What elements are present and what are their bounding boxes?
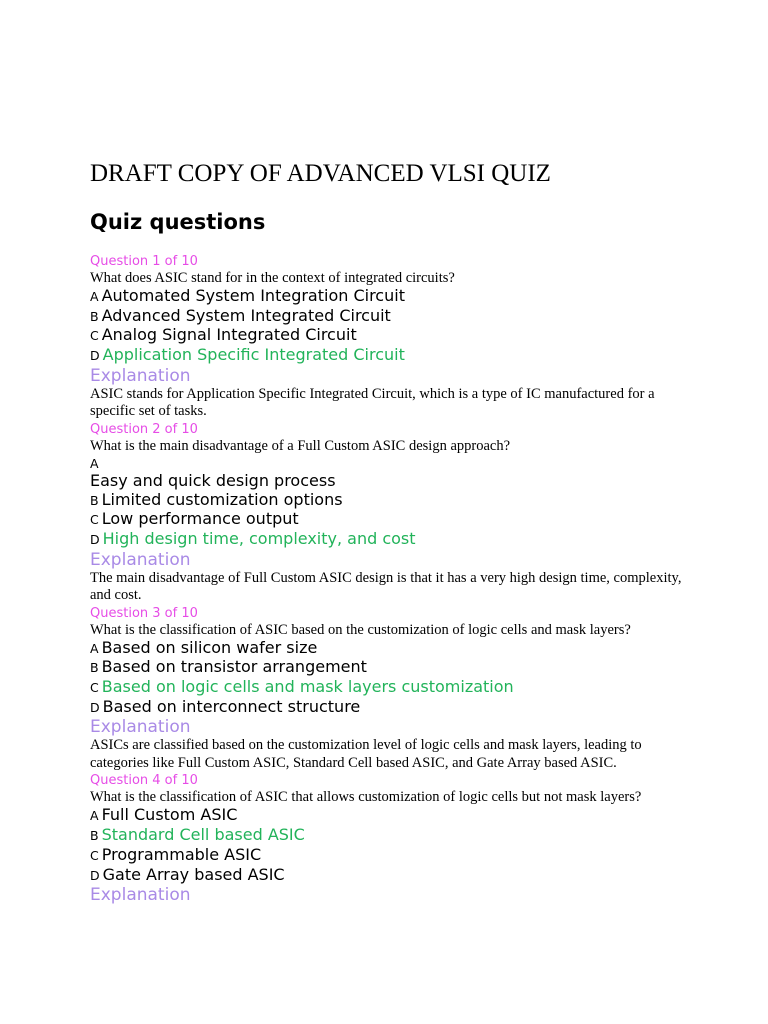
answer-option[interactable] — [90, 698, 690, 718]
option-text: Limited customization options — [101, 489, 343, 509]
question-block — [90, 253, 690, 421]
answer-option[interactable] — [90, 658, 690, 678]
answer-option[interactable] — [90, 639, 690, 659]
correct-answer-option[interactable] — [90, 530, 690, 550]
option-letter: B — [90, 828, 99, 844]
section-heading: Quiz questions — [90, 210, 266, 234]
answer-option[interactable] — [90, 491, 690, 511]
option-text: Full Custom ASIC — [101, 805, 238, 825]
option-letter: C — [90, 328, 99, 344]
option-letter: D — [90, 699, 100, 715]
question-number: Question 3 of 10 — [90, 605, 198, 621]
quiz-body — [90, 253, 690, 905]
answer-option[interactable] — [90, 307, 690, 327]
option-text: Advanced System Integrated Circuit — [101, 305, 391, 325]
option-letter: D — [90, 348, 100, 364]
correct-answer-option[interactable] — [90, 826, 690, 846]
question-text: What is the classification of ASIC based on the customization of logic cells and mask layers? — [90, 621, 631, 638]
question-text: What is the main disadvantage of a Full Custom ASIC design approach? — [90, 437, 511, 454]
option-text: Programmable ASIC — [101, 844, 262, 864]
explanation-label[interactable]: Explanation — [90, 717, 191, 738]
option-text: Gate Array based ASIC — [102, 864, 285, 884]
option-text: Automated System Integration Circuit — [101, 286, 405, 305]
question-text: What does ASIC stand for in the context of integrated circuits? — [90, 270, 455, 286]
option-letter: B — [90, 308, 99, 324]
option-letter: A — [90, 640, 99, 656]
option-text: Low performance output — [101, 509, 299, 529]
answer-option[interactable] — [90, 866, 690, 886]
answer-option[interactable] — [90, 287, 690, 307]
explanation-label[interactable]: Explanation — [90, 549, 191, 570]
option-text: Standard Cell based ASIC — [101, 825, 305, 845]
option-letter: A — [90, 455, 99, 471]
option-text: Based on logic cells and mask layers customization — [101, 677, 514, 697]
option-text: High design time, complexity, and cost — [102, 528, 416, 548]
answer-option[interactable] — [90, 455, 690, 491]
option-letter: B — [90, 492, 99, 508]
option-letter: D — [90, 867, 100, 883]
answer-option[interactable] — [90, 806, 690, 826]
answer-option[interactable] — [90, 846, 690, 866]
explanation-label[interactable]: Explanation — [90, 365, 191, 386]
option-letter: C — [90, 512, 99, 528]
option-text: Application Specific Integrated Circuit — [102, 345, 405, 365]
option-text: Based on silicon wafer size — [101, 637, 318, 657]
question-block — [90, 421, 690, 605]
option-text: Analog Signal Integrated Circuit — [101, 325, 357, 345]
explanation-text: ASIC stands for Application Specific Integrated Circuit, which is a type of IC manufactured for a specific set of tasks. — [90, 385, 655, 420]
option-letter: A — [90, 289, 99, 304]
question-text: What is the classification of ASIC that allows customization of logic cells but not mask layers? — [90, 789, 642, 806]
option-letter: A — [90, 808, 99, 824]
question-block — [90, 772, 690, 905]
explanation-text: ASICs are classified based on the customization level of logic cells and mask layers, leading to categories like Full Custom ASIC, Standard Cell based ASIC, and Gate Array based ASIC. — [90, 737, 642, 771]
question-block — [90, 605, 690, 773]
explanation-text: The main disadvantage of Full Custom ASIC design is that it has a very high design time, complexity, and cost. — [90, 569, 682, 604]
document-title: DRAFT COPY OF ADVANCED VLSI QUIZ — [90, 160, 551, 187]
option-letter: C — [90, 680, 99, 696]
option-text: Easy and quick design process — [90, 470, 336, 490]
answer-option[interactable] — [90, 510, 690, 530]
option-letter: B — [90, 660, 99, 676]
question-number: Question 1 of 10 — [90, 254, 198, 269]
question-number: Question 2 of 10 — [90, 421, 198, 437]
correct-answer-option[interactable] — [90, 346, 690, 366]
option-text: Based on transistor arrangement — [101, 657, 367, 677]
question-number: Question 4 of 10 — [90, 773, 198, 789]
explanation-label[interactable]: Explanation — [90, 885, 191, 906]
option-letter: C — [90, 847, 99, 863]
correct-answer-option[interactable] — [90, 678, 690, 698]
answer-option[interactable] — [90, 326, 690, 346]
option-text: Based on interconnect structure — [102, 696, 361, 716]
option-letter: D — [90, 531, 100, 547]
